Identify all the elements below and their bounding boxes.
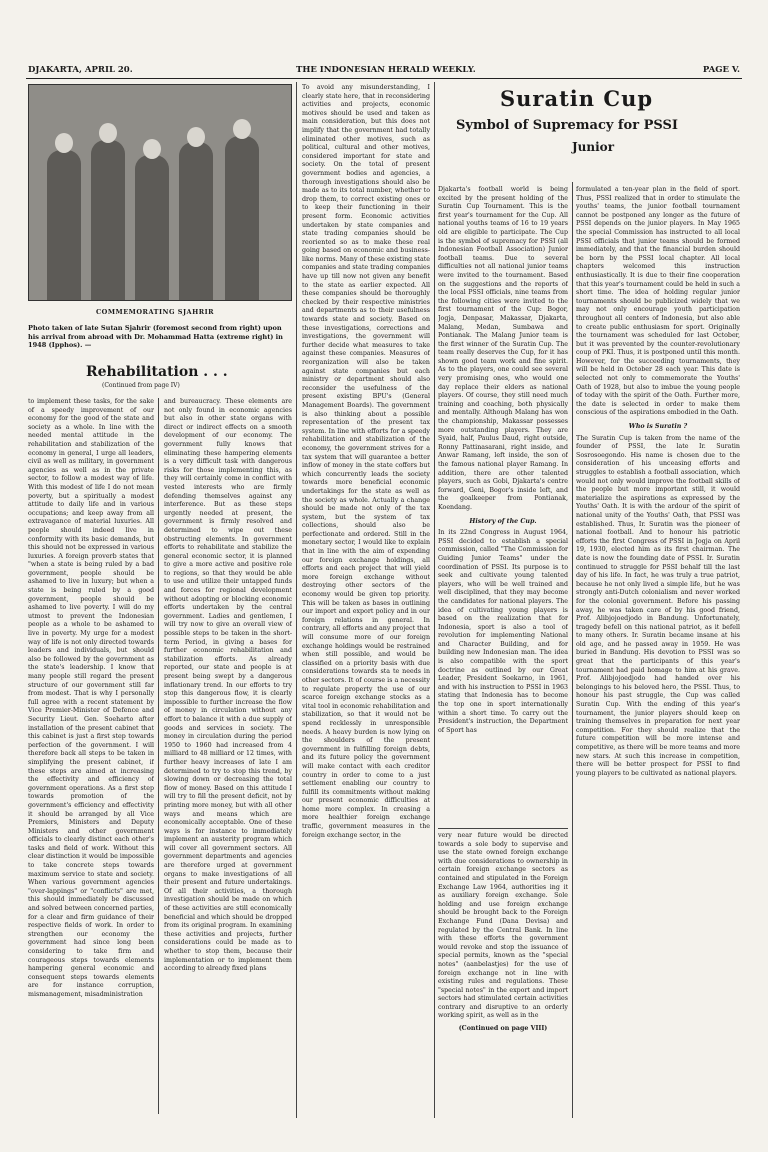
photo-figure-head xyxy=(187,127,205,147)
rehabilitation-tail-text: very near future would be directed towards a sole body to supervise and use the state owned foreign exchange with due considerations to ownership in certain foreign exchange sectors as contained and stipulated in the Foreign Exchange Law 1964, authorities ing it as auxiliary foreign exchange. Sole holding and use foreign exchange should be brought back to the Foreign Exchange Fund (Dana Devisa) and regulated by the Central Bank. In line with these efforts the government would revoke and stop the issuance of special permits, known as the "special notes" (aanbelastjes) for the use of foreign exchange not in line with existing rules and regulations. These "special notes" in the export and import sectors had stimulated certain activities contrary and disruptive to an orderly working spirit, as well as in the xyxy=(438,832,568,1020)
who-subhead: Who is Suratin ? xyxy=(628,423,688,431)
history-text: In its 22nd Congress in August 1964, PSSI decided to establish a special commission, called "The Commission for Guiding Junior Teams" under the coordination of PSSI. Its purpose is to seek and cultivate young talented players, who will be well trained and well disciplined, that they may become the candidates for national players. The idea of cultivating young players is based on the realization that for Indonesia, sport is also a tool of revolution for implementing National and Character Building, and for building new Indonesian man. The idea is also compatible with the sport doctrine as outlined by our Great Leader, President Soekarno, in 1961, and with his instruction to PSSI in 1963 stating that Indonesia has to become the top one in sport internationally within a short time. To carry out the President's instruction, the Department of Sport has xyxy=(438,529,568,734)
photo-figure-head xyxy=(55,133,73,153)
commemorating-photo xyxy=(28,84,292,301)
photo-figure xyxy=(135,155,169,300)
article-divider xyxy=(438,828,568,829)
photo-figure-head xyxy=(233,119,251,139)
photo-figure xyxy=(179,142,213,300)
header-dateline: DJAKARTA, APRIL 20. xyxy=(28,65,133,75)
header-page-number: PAGE V. xyxy=(702,65,740,75)
rehabilitation-headline: Rehabilitation . . . xyxy=(86,364,228,380)
suratin-tag: Junior xyxy=(572,140,615,154)
page-header xyxy=(26,62,742,79)
suratin-plan-text: formulated a ten-year plan in the field of sport. Thus, PSSI realized that in order to stimulate the youths' teams, the junior football tournament cannot be postponed any longer as the future of PSSI depends on the junior players. In May 1965 the special Commission has instructed to all local PSSI officials that junior teams should be formed immediately, and that the financial burden should be born by the PSSI local chapter. All local chapters welcomed this instruction enthusiastically. It is due to their fine cooperation that this year's tournament could be held in such a short time. The idea of holding regular junior tournaments should be publicized widely that we may not only encourage youth participation throughout all centers of Indonesia, but also able to create public enthusiasm for sport. Originally the tournament was scheduled for last October, but it was prevented by the counter-revolutionary coup of PKI. Thus, it is postponed until this month. However, for the succeeding tournaments, they will be held in October 28 each year. This date is selected not only to commemorate the Youths' Oath of 1928, but also to imbue the young people of today with the spirit of the Oath. Further more, the date is selected in order to make them conscious of the aspirations embodied in the Oath. xyxy=(576,186,740,417)
continued-on-link[interactable]: (Continued on page VIII) xyxy=(458,1025,548,1033)
column-rule xyxy=(434,82,435,1118)
photo-figure-head xyxy=(99,123,117,143)
suratin-headline: Suratin Cup xyxy=(500,86,654,111)
rehabilitation-column-3: To avoid any misunderstanding, I clearly state here, that in reconsidering activities and projects, economic motives should be used and taken as main consideration, but this does not implify that the government had totally eliminated other motives, such as political, cultural and other motives, considered important for state and society. On the total of present government bodies and agencies, a thorough investigations should also be made as to its total number, whether to drop them, to correct existing ones or to keep their functioning in their present form. Economic activities undertaken by state companies and state trading companies should be reoriented so as to make these real going based on economic and business-like norms. Many of these existing state companies and state trading companies have up till now not given any benefit to the state as earlier expected. All these companies should be thoroughly checked by their respective ministries and departments as to their usefulness towards state and society. Based on these investigations, corrections and investigations, the government will further decide what measures to take against these companies. Measures of reorganization will also be taken against state companies but each ministry or department should also reconsider the usefulness of the present existing BPU's (General Management Boards). The government is also thinking about a possible representation of the present tax system. In line with efforts for a speedy rehabilitation and stabilization of the economy, the government strives for a tax system that will guarantee a better inflow of money in the state coffers but which concurrently leads the society towards more beneficial economic undertakings for the state as well as the society as whole. Actually a change should be made not only of the tax system, but the system of tax collections, should also be perfectionate and ordered. Still in the monetary sector, I would like to explain that in line with the aim of expending our foreign exchange holdings, all efforts and each project that will yield more foreign exchange without destroying other sectors of the economy would be given top priority. This will be taken as bases in outlining our import and export policy and in our foreign relations in general. In contrary, all efforts and any project that will consume more of our foreign exchange holdings would be restrained when still possible, and would be classified on a priority basis with due considerations towards sta te needs in other sectors. It of course is a necessity to regulate property the use of our scarce foreign exchange stocks as a vital tool in economic rehabilitation and stabilization, so that it would not be spend recklessly in unresponsible needs. A heavy burden is now lying on the shoulders of the present government in fulfilling foreign debts, and its future policy the government will make contact with each creditor country in order to come to a just settlement enabling our country to fulfill its commitments without making our present economic difficulties at home more complex. In creasing a more healthier foreign exchange traffic, government measures in the foreign exchange sector, in the xyxy=(302,84,430,839)
photo-figure xyxy=(225,136,259,300)
continued-from-note: (Continued from page IV) xyxy=(102,382,180,389)
photo-figure xyxy=(91,140,125,300)
photo-caption: Photo taken of late Sutan Sjahrir (foremost second from right) upon his arrival from abroad with Dr. Mohammad Hatta (extreme right) in 1948 (Ipphos). — xyxy=(28,324,283,350)
suratin-subheadline: Symbol of Supremacy for PSSI xyxy=(456,118,678,133)
history-subhead: History of the Cup. xyxy=(469,517,537,525)
column-rule xyxy=(158,398,159,1114)
suratin-intro-text: Djakarta's football world is being excited by the present holding of the Suratin Cup Tournament. This is the first year's tournament for the Cup. All national youths teams of 16 to 19 years old are eligible to participate. The Cup is the symbol of supremacy for PSSI (all Indonesian Football Association) Junior football teams. Due to several difficulties not all national junior teams were invited to the tournament. Based on the suggestions and the reports of the local PSSI officials, nine teams from the following cities were invited to the first tournament of the Cup: Bogor, Jogja, Denpasar, Makassar, Djakarta, Malang, Medan, Sumbawa and Pontianak. The Malang Junior team is the first winner of the Suratin Cup. The team really deserves the Cup, for it has shown good team work and fine spirit. As to the players, one could see several very promising ones, who would one day replace their elders as national players. Of course, they still need much training and coaching, both physically and mentally. Although Malang has won the championship, Makassar possesses more outstanding players. They are Syaid, half, Paulus Daud, right outside, Ronny Pattinasarani, right inside, and Anwar Ramang, left inside, the son of the famous national player Ramang. In addition, there are other talented players, such as Gobi, Djakarta's centre forward, Geni, Bogor's inside left, and the goalkeeper from Pontianak, Koendang. xyxy=(438,186,568,511)
who-text: The Suratin Cup is taken from the name of the founder of PSSI, the late Ir. Suratin Sosrosoegondo. His name is chosen due to the consideration of his unceasing efforts and struggles to establish a football association, which would not only would improve the football skills of the people but more important still, it would materialize the aspirations as expressed by the Youths' Oath. It is with the ardour of the spirit of national unity of the Youths' Oath, that PSSI was established. Thus, Ir. Suratin was the pioneer of national football. And to honour his patriotic efforts the first Congress of PSSI in Jogja on April 19, 1930, elected him as its first chairman. The date is now the founding date of PSSI. Ir. Suratin continued to struggle for PSSI behalf till the last day of his life. In fact, he was truly a true patriot, because he not only lived a simple life, but he was strongly anti-Dutch colonialism and never worked for the colonial government. Before his passing away, he was taken care of by his good friend, Prof. Alibjojoedjodo in Bandung. Unfortunately, tragedy befell on this national patriot, as it befell to many others. Ir. Suratin became insane at his old age, and he passed away in 1959. He was buried in Bandung. His devotion to PSSI was so great that the participants of this year's tournament had paid homage to him at his grave. Prof. Alibjojoedjodo had handed over his belongings to his beloved hero, the PSSI. Thus, to honour his past struggle, the Cup was called Suratin Cup. With the ending of this year's tournament, the junior players should keep on training themselves in preparation for next year competition. For they should realize that the future competition will be more intense and competitive, as there will be more teams and more new stars. At such this increase in competition, there will be better prospect for PSSI to find young players to be cultivated as national players. xyxy=(576,434,740,777)
column-rule xyxy=(572,182,573,1118)
photo-label: COMMEMORATING SJAHRIR xyxy=(96,308,215,316)
rehabilitation-column-4 xyxy=(438,832,568,1122)
rehabilitation-column-1: to implement these tasks, for the sake of a speedy improvement of our economy for the good of the state and society as a whole. In line with the needed mental attitude in the rehabilitation and stabilization of the economy in general, I urge all leaders, civil as well as military, in government agencies as well as in the private sector, to follow a modest way of life. With this modest of life I do not mean poverty, but a spiritually a modest attitude to daily life and in various occupations; and keep away from all extravagance of material luxuries. All people should indeed live in conformity with its basic demands, but this should not be expressed in various luxuries. A foreign proverb states that "when a state is being ruled by a bad government, people should be ashamed to live in luxury; but when a state is being ruled by a good government, people should be ashamed to live poverty. I will do my utmost to prevent the Indonesian people as a whole to be ashamed to live in poverty. My urge for a modest way of life is not only directed towards leaders and individuals, but should also be followed by the government as the state's leadership. I know that many people still regard the present structure of our government still far from modest. That is why I personally full agree with a recent statement by Vice Premier-Minister of Defence and Security Lieut. Gen. Soeharto after installation of the present cabinet that this cabinet is just a first step towards perfection of the government. I will therefore back all steps to be taken in simplifying the present cabinet, if these steps are aimed at increasing the effectivity and efficiency of government operations. As a first step towards promotion of the government's efficiency and effectivity it should be arranged by all Vice Premiers, Ministers and Deputy Ministers and other government officials to clearly distinct each other's tasks and field of work. Without this clear distinction it would be impossible to take concrete steps towards maximum service to state and society. When various government agencies "over-lappings" or "conflicts" are met, this should immediately be discussed and solved between concerned parties, for a clear and firm guidance of their respective fields of work. In order to strengthen our economy the government had since long been considering to take firm and courageous steps towards elements hampering general economic and consequent steps towards elements are for instance corruption, mismanagement, misadministration xyxy=(28,398,154,998)
rehabilitation-column-2: and bureaucracy. These elements are not only found in economic agencies but also in other state organs with direct or indirect effects on a smooth development of our economy. The government fully knows that eliminating these hampering elements is a very difficult task with dangerous risks for those implementing this, as they will certainly come in conflict with vested interests who are firmly defending themselves against any interference. But as these steps urgently needed at present, the government is firmly resolved and determined to wipe out these obstructing elements. In government efforts to rehabilitate and stabilize the general economic sector, it is planned to give a more active and positive role to regions, so that they would be able to use and utilize their untapped funds and forces for regional development without adopting or blocking economic efforts undertaken by the central government. Ladies and gentlemen, I will try now to give an overall view of possible steps to be taken in the short-term Period, in giving a bases for further economic rehabilitation and stabilization efforts. As already reported, our state and people is at present being swept by a dangerous inflationary trend. In our efforts to try stop this dangerous flow, it is clearly impossible to further increase the flow of money in circulation without any effort to balance it with a due supply of goods and services in society. The money in circulation during the period 1950 to 1960 had increased from 4 milliard to 48 milliard or 12 times, with further heavy increases of late I am determined to try to stop this trend, by slowing down or decreasing the total flow of money. Based on this attitude I will try to fill the present deficit, not by printing more money, but with all other ways and means which are economically acceptable. One of these ways is for instance to immediately implement an austerity program which will cover all government sectors. All government departments and agencies are therefore urged at government organs to make investigations of all their present and future undertakings. Of all their activities, a thorough investigation should be made on which of these activities are still economically beneficial and which should be dropped from its original program. In examining these activities and projects, further considerations could be made as to whether to stop them, because their implementation or to implement them according to already fixed plans xyxy=(164,398,292,973)
header-paper-name: THE INDONESIAN HERALD WEEKLY. xyxy=(296,65,476,75)
suratin-column-2 xyxy=(576,186,740,1116)
photo-figure xyxy=(47,150,81,300)
newspaper-page xyxy=(26,62,742,1122)
column-rule xyxy=(296,82,297,1118)
photo-figure-head xyxy=(143,139,161,159)
